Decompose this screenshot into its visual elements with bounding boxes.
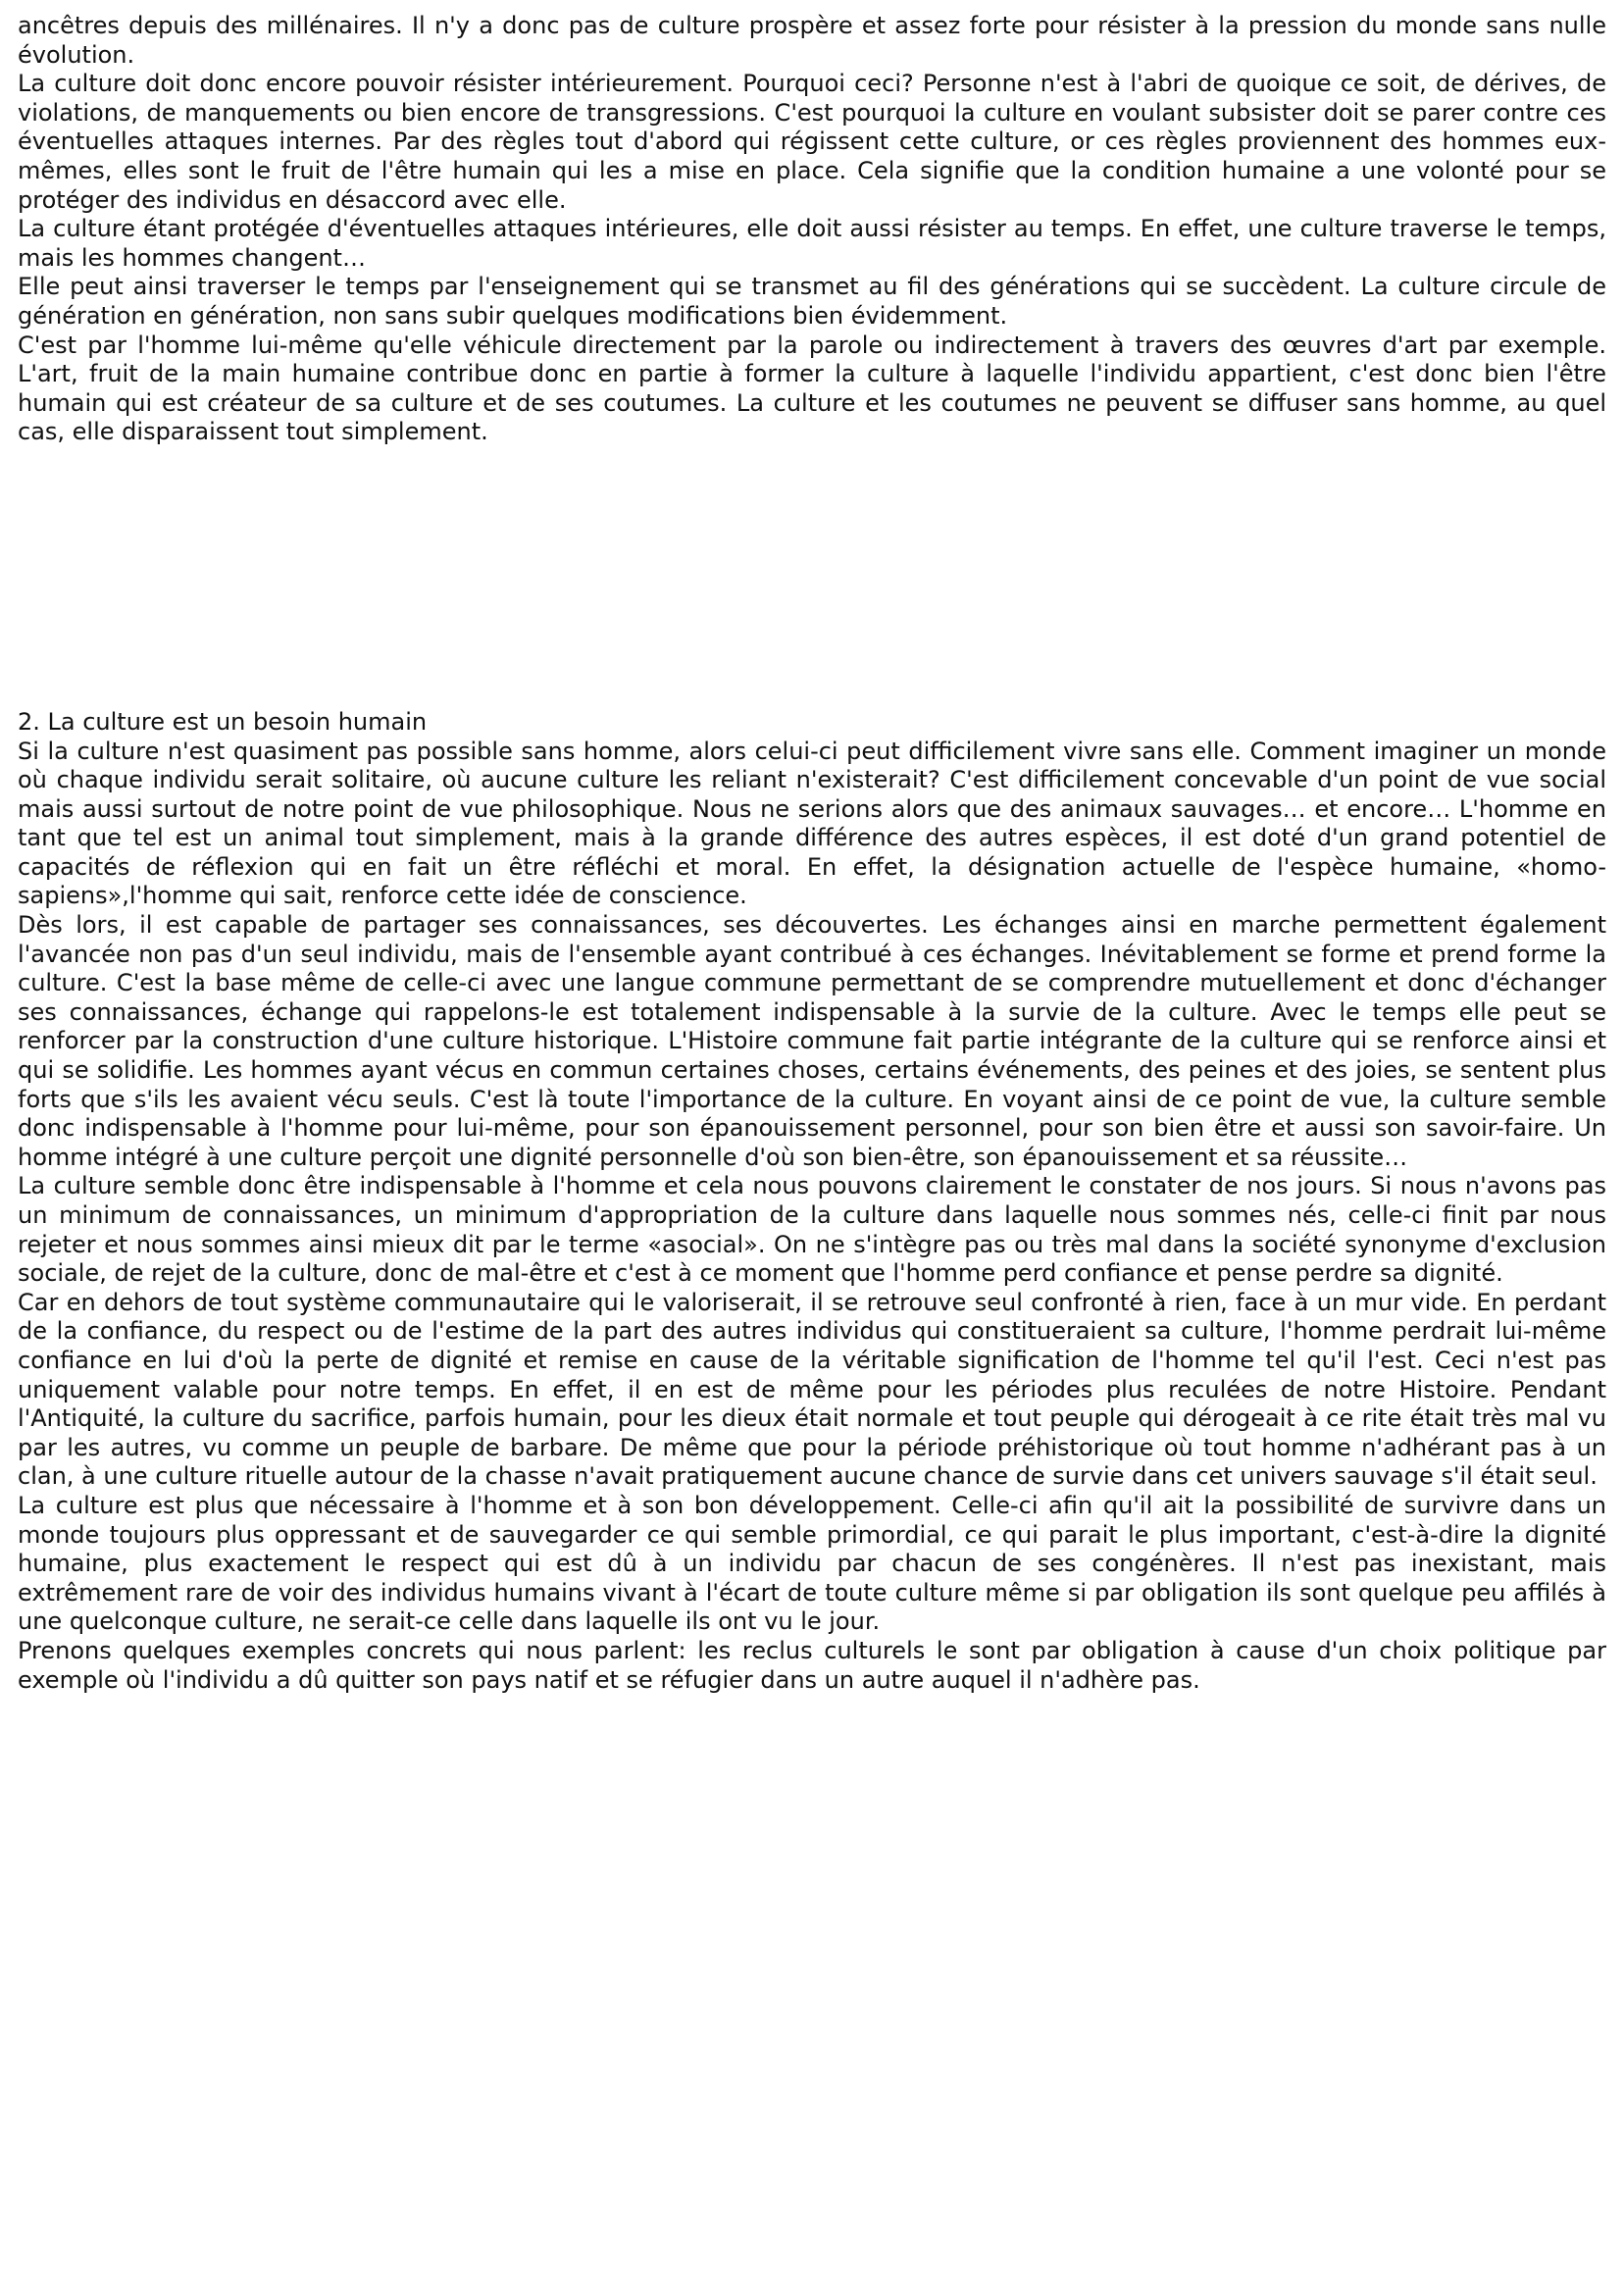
paragraph: Si la culture n'est quasiment pas possible sans homme, alors celui-ci peut difficilement vivre sans elle. Comment imaginer un monde où chaque individu serait solitaire, où aucune culture les reliant n'existerait? C'est difficilement concevable d'un point de vue social mais aussi surtout de notre point de vue philosophique. Nous ne serions alors que des animaux sauvages… et encore… L'homme en tant que tel est un animal tout simplement, mais à la grande différence des autres espèces, il est doté d'un grand potentiel de capacités de réflexion qui en fait un être réfléchi et moral. En effet, la désignation actuelle de l'espèce humaine, «homo-sapiens»,l'homme qui sait, renforce cette idée de conscience.: [18, 737, 1606, 910]
paragraph: Car en dehors de tout système communautaire qui le valoriserait, il se retrouve seul confronté à rien, face à un mur vide. En perdant de la confiance, du respect ou de l'estime de la part des autres individus qui constitueraient sa culture, l'homme perdrait lui-même confiance en lui d'où la perte de dignité et remise en cause de la véritable signification de l'homme tel qu'il l'est. Ceci n'est pas uniquement valable pour notre temps. En effet, il en est de même pour les périodes plus reculées de notre Histoire. Pendant l'Antiquité, la culture du sacrifice, parfois humain, pour les dieux était normale et tout peuple qui dérogeait à ce rite était très mal vu par les autres, vu comme un peuple de barbare. De même que pour la période préhistorique où tout homme n'adhérant pas à un clan, à une culture rituelle autour de la chasse n'avait pratiquement aucune chance de survie dans cet univers sauvage s'il était seul.: [18, 1288, 1606, 1491]
paragraph: La culture semble donc être indispensable à l'homme et cela nous pouvons clairement le constater de nos jours. Si nous n'avons pas un minimum de connaissances, un minimum d'appropriation de la culture dans laquelle nous sommes nés, celle-ci finit par nous rejeter et nous sommes ainsi mieux dit par le terme «asocial». On ne s'intègre pas ou très mal dans la société synonyme d'exclusion sociale, de rejet de la culture, donc de mal-être et c'est à ce moment que l'homme perd confiance et pense perdre sa dignité.: [18, 1172, 1606, 1288]
blank-spacer: [18, 447, 1606, 708]
section-heading: 2. La culture est un besoin humain: [18, 707, 428, 736]
document-page: [18, 12, 1606, 1695]
paragraph: La culture est plus que nécessaire à l'homme et à son bon développement. Celle-ci afin qu'il ait la possibilité de survivre dans un monde toujours plus oppressant et de sauvegarder ce qui semble primordial, ce qui parait le plus important, c'est-à-dire la dignité humaine, plus exactement le respect qui est dû à un individu par chacun de ses congénères. Il n'est pas inexistant, mais extrêmement rare de voir des individus humains vivant à l'écart de toute culture même si par obligation ils sont quelque peu affilés à une quelconque culture, ne serait-ce celle dans laquelle ils ont vu le jour.: [18, 1491, 1606, 1636]
paragraph: Prenons quelques exemples concrets qui nous parlent: les reclus culturels le sont par obligation à cause d'un choix politique par exemple où l'individu a dû quitter son pays natif et se réfugier dans un autre auquel il n'adhère pas.: [18, 1636, 1606, 1694]
paragraph: La culture doit donc encore pouvoir résister intérieurement. Pourquoi ceci? Personne n'est à l'abri de quoique ce soit, de dérives, de violations, de manquements ou bien encore de transgressions. C'est pourquoi la culture en voulant subsister doit se parer contre ces éventuelles attaques internes. Par des règles tout d'abord qui régissent cette culture, or ces règles proviennent des hommes eux-mêmes, elles sont le fruit de l'être humain qui les a mise en place. Cela signifie que la condition humaine a une volonté pour se protéger des individus en désaccord avec elle.: [18, 70, 1606, 214]
paragraph: Dès lors, il est capable de partager ses connaissances, ses découvertes. Les échanges ainsi en marche permettent également l'avancée non pas d'un seul individu, mais de l'ensemble ayant contribué à ces échanges. Inévitablement se forme et prend forme la culture. C'est la base même de celle-ci avec une langue commune permettant de se comprendre mutuellement et donc d'échanger ses connaissances, échange qui rappelons-le est totalement indispensable à la survie de la culture. Avec le temps elle peut se renforcer par la construction d'une culture historique. L'Histoire commune fait partie intégrante de la culture qui se renforce ainsi et qui se solidifie. Les hommes ayant vécus en commun certaines choses, certains événements, des peines et des joies, se sentent plus forts que s'ils les avaient vécu seuls. C'est là toute l'importance de la culture. En voyant ainsi de ce point de vue, la culture semble donc indispensable à l'homme pour lui-même, pour son épanouissement personnel, pour son bien être et aussi son savoir-faire. Un homme intégré à une culture perçoit une dignité personnelle d'où son bien-être, son épanouissement et sa réussite…: [18, 911, 1606, 1171]
paragraph: La culture étant protégée d'éventuelles attaques intérieures, elle doit aussi résister au temps. En effet, une culture traverse le temps, mais les hommes changent…: [18, 215, 1606, 272]
paragraph: ancêtres depuis des millénaires. Il n'y a donc pas de culture prospère et assez forte pour résister à la pression du monde sans nulle évolution.: [18, 12, 1606, 69]
paragraph: C'est par l'homme lui-même qu'elle véhicule directement par la parole ou indirectement à travers des œuvres d'art par exemple. L'art, fruit de la main humaine contribue donc en partie à former la culture à laquelle l'individu appartient, c'est donc bien l'être humain qui est créateur de sa culture et de ses coutumes. La culture et les coutumes ne peuvent se diffuser sans homme, au quel cas, elle disparaissent tout simplement.: [18, 331, 1606, 446]
paragraph: Elle peut ainsi traverser le temps par l'enseignement qui se transmet au fil des générations qui se succèdent. La culture circule de génération en génération, non sans subir quelques modifications bien évidemment.: [18, 273, 1606, 330]
